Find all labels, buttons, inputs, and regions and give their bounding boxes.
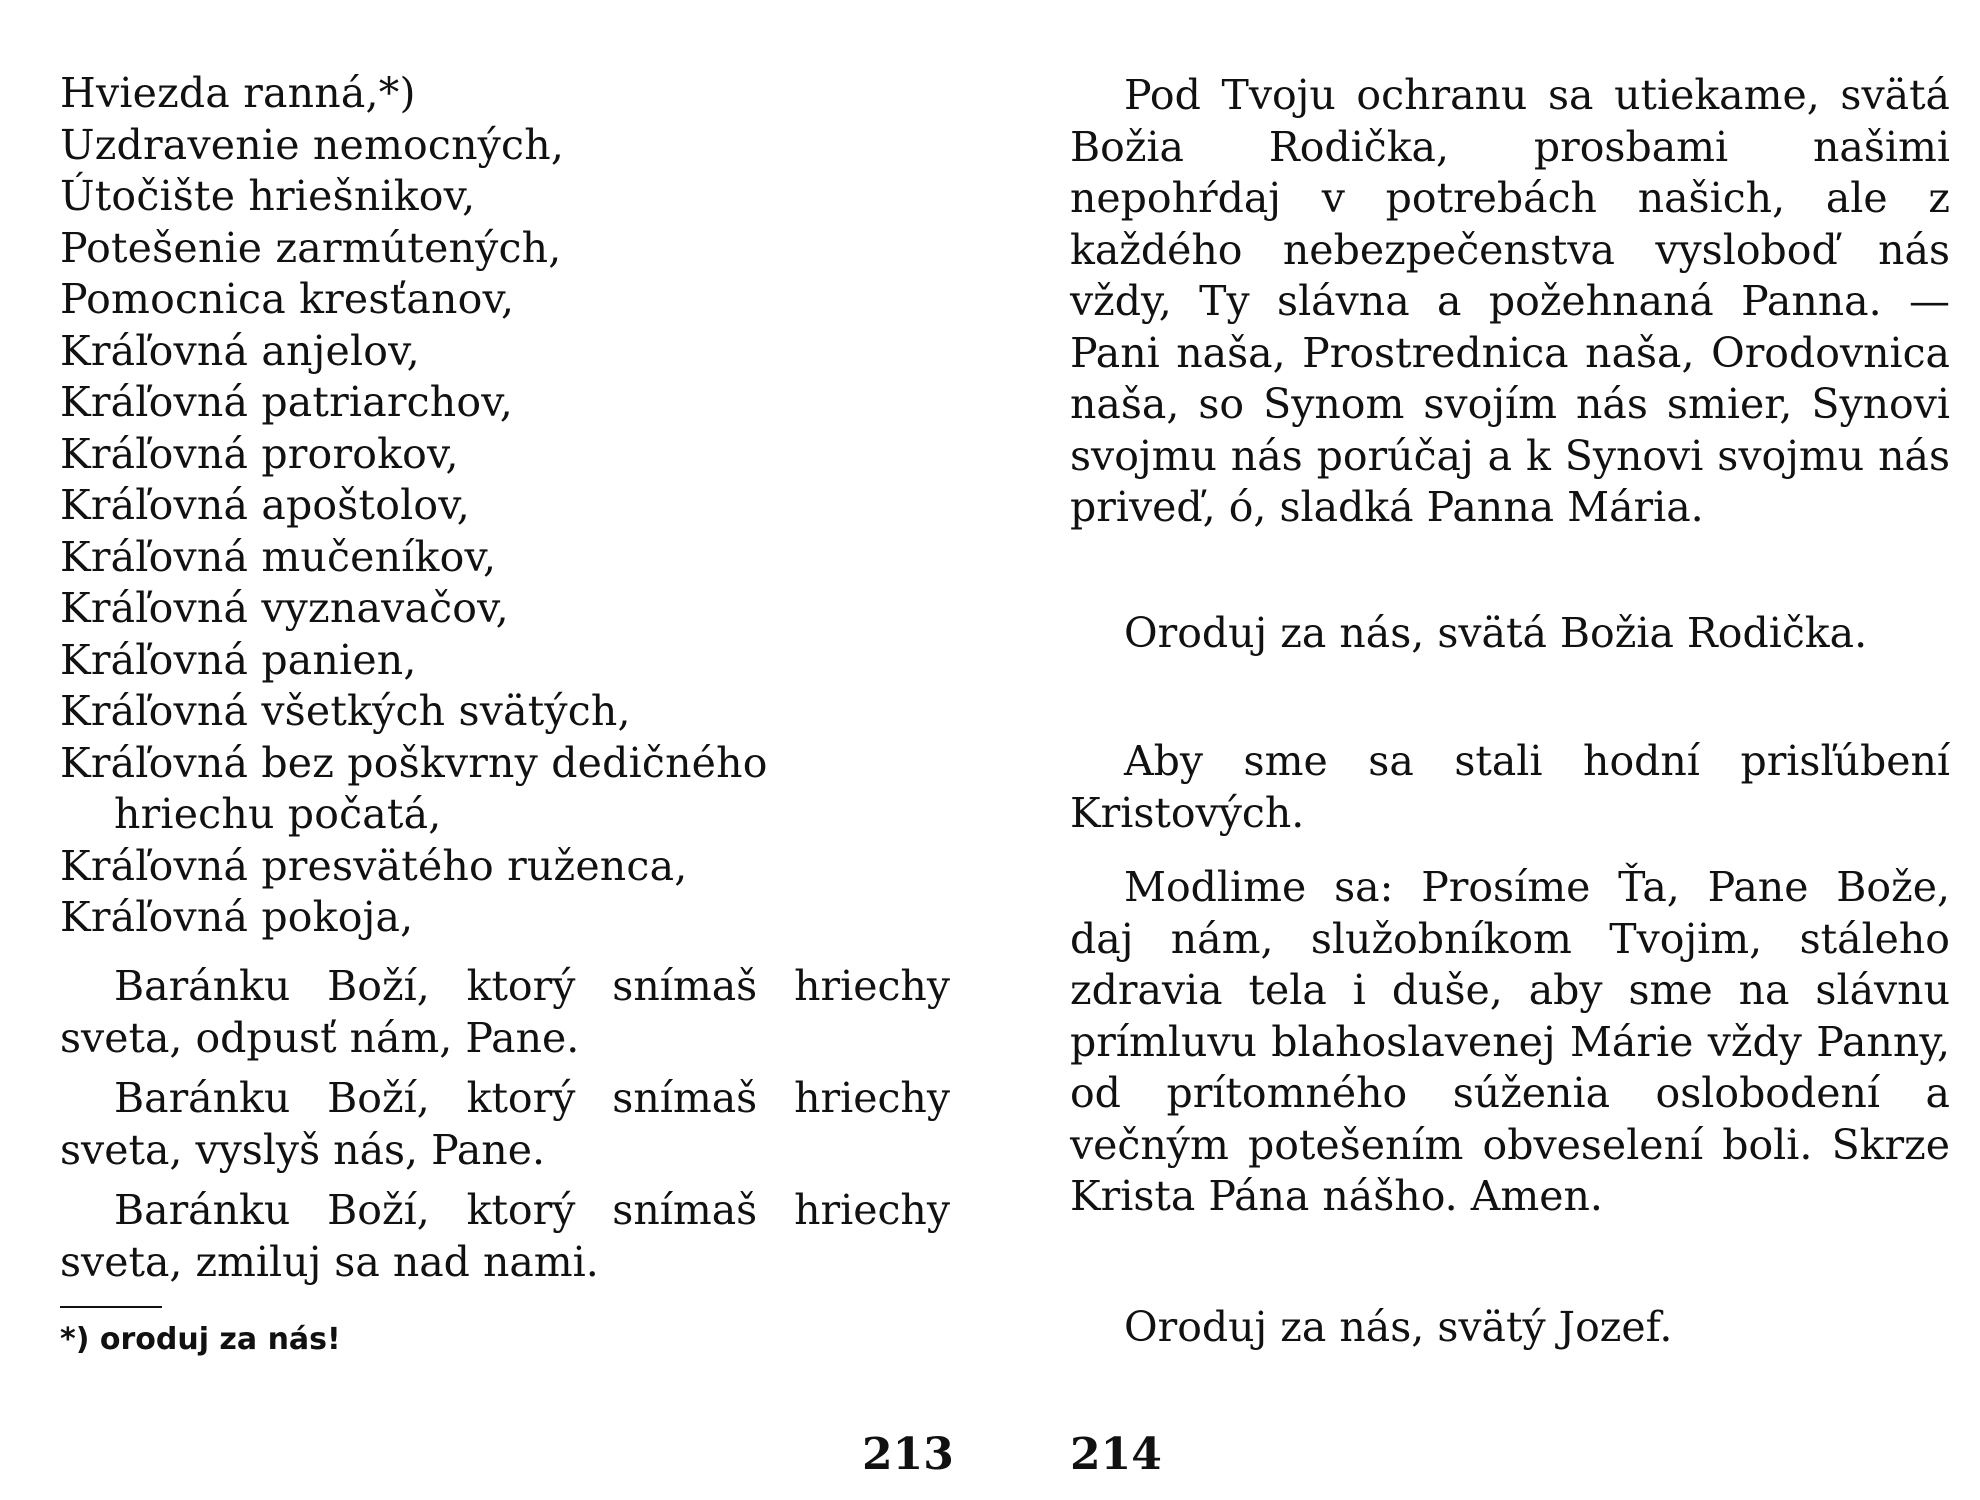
litany-line: Kráľovná prorokov, bbox=[60, 429, 459, 478]
litany-line: Pomocnica kresťanov, bbox=[60, 275, 515, 323]
litany-line: Kráľovná mučeníkov, bbox=[60, 532, 497, 581]
prayer-sub-tuum: Pod Tvoju ochranu sa utiekame, svätá Božia Rodička, prosbami našimi nepohŕdaj v potrebách našich, ale z každého nebezpečenstva vysloboď nás vždy, Ty slávna a požehnaná Panna. — Pani naša, Prostrednica naša, Orodovnica naša, so Synom svojím nás smier, Synovi svojmu nás porúčaj a k Synovi svojmu nás priveď, ó, sladká Panna Mária. bbox=[1070, 71, 1950, 531]
litany-line: Kráľovná všetkých svätých, bbox=[60, 687, 631, 735]
litany-line: Kráľovná bez poškvrny dedičného bbox=[60, 738, 768, 787]
litany-line: Kráľovná panien, bbox=[60, 635, 417, 684]
lamb-of-god-invocation: Baránku Boží, ktorý snímaš hriechy sveta, odpusť nám, Pane. bbox=[60, 962, 950, 1062]
litany-list bbox=[60, 68, 920, 944]
response: Aby sme sa stali hodní prisľúbení Kristových. bbox=[1070, 737, 1950, 837]
litany-line: Kráľovná vyznavačov, bbox=[60, 584, 509, 632]
litany-line: Kráľovná patriarchov, bbox=[60, 378, 514, 426]
footnote: *) oroduj za nás! bbox=[60, 1322, 341, 1357]
closing-prayer: Modlime sa: Prosíme Ťa, Pane Bože, daj nám, služobníkom Tvojim, stáleho zdravia tela i duše, aby sme na slávnu prímluvu blahoslavenej Márie vždy Panny, od prítomného súženia oslobodení a večným potešením obveselení boli. Skrze Krista Pána nášho. Amen. bbox=[1070, 863, 1950, 1220]
litany-line: Útočište hriešnikov, bbox=[60, 172, 476, 220]
page-number-left: 213 bbox=[862, 1429, 954, 1480]
right-page bbox=[990, 0, 1980, 1500]
litany-line: Kráľovná anjelov, bbox=[60, 326, 420, 375]
invocation-st-joseph: Oroduj za nás, svätý Jozef. bbox=[1124, 1303, 1673, 1351]
versicle: Oroduj za nás, svätá Božia Rodička. bbox=[1124, 609, 1868, 657]
litany-line: Potešenie zarmútených, bbox=[60, 223, 562, 272]
litany-line-continuation: hriechu počatá, bbox=[114, 790, 442, 838]
litany-line: Kráľovná pokoja, bbox=[60, 893, 414, 941]
page-number-right: 214 bbox=[1070, 1429, 1162, 1480]
litany-line: Kráľovná presvätého ruženca, bbox=[60, 841, 688, 890]
litany-line: Hviezda ranná,*) bbox=[60, 69, 416, 117]
lamb-of-god-invocation: Baránku Boží, ktorý snímaš hriechy sveta, zmiluj sa nad nami. bbox=[60, 1186, 950, 1286]
lamb-of-god-invocation: Baránku Boží, ktorý snímaš hriechy sveta, vyslyš nás, Pane. bbox=[60, 1074, 950, 1174]
litany-line: Uzdravenie nemocných, bbox=[60, 120, 565, 169]
litany-line: Kráľovná apoštolov, bbox=[60, 481, 471, 529]
footnote-divider bbox=[60, 1306, 162, 1308]
